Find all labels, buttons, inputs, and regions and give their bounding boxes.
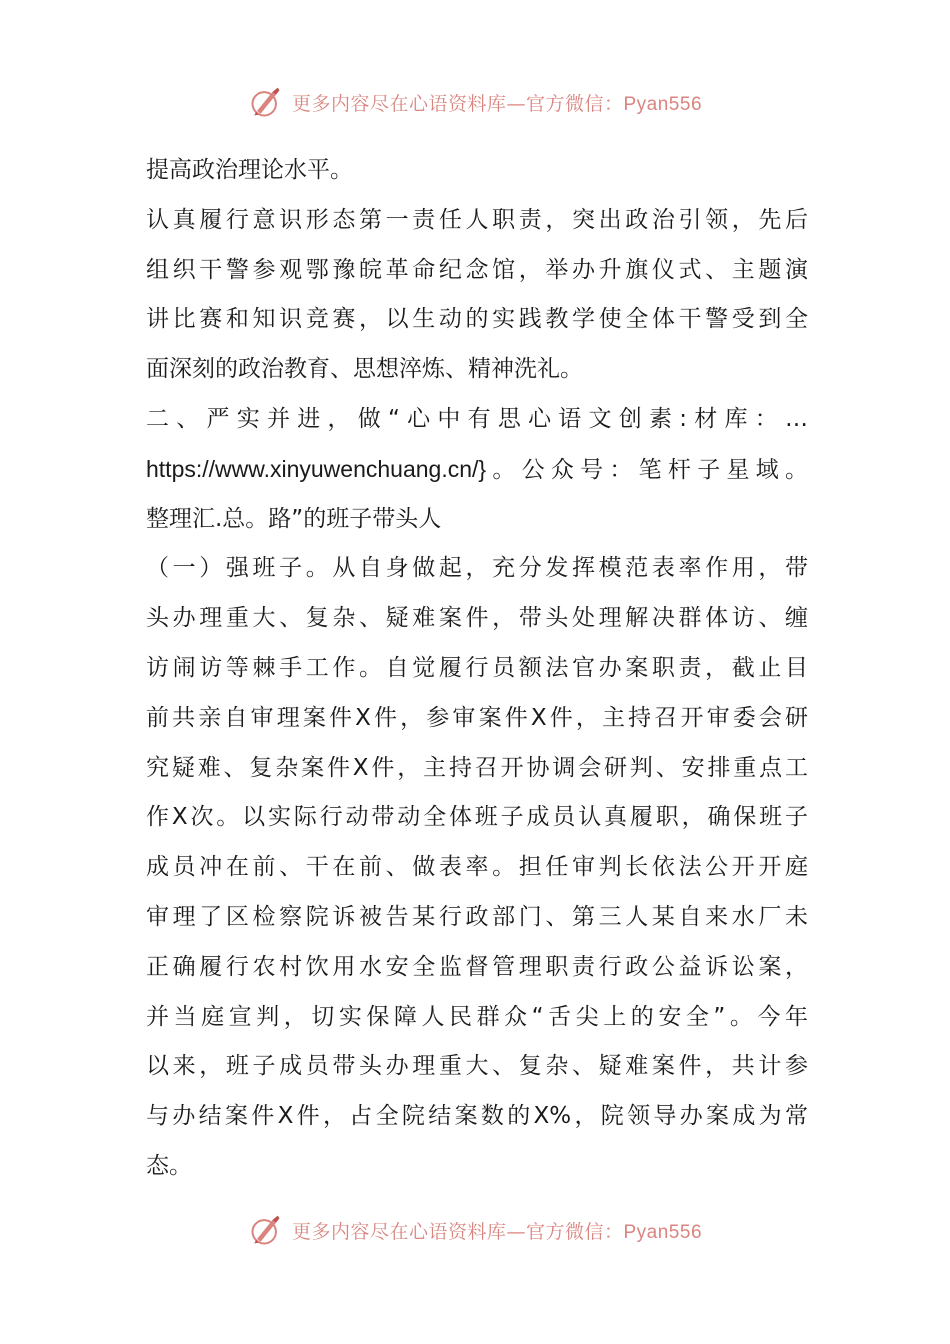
paragraph-line: 以来，班子成员带头办理重大、复杂、疑难案件，共计参 <box>146 1053 808 1080</box>
pen-nib-icon <box>248 84 284 120</box>
paragraph-line: 面深刻的政治教育、思想淬炼、精神洗礼。 <box>146 356 583 383</box>
paragraph-line: 与办结案件X件，占全院结案数的X%，院领导办案成为常 <box>146 1103 808 1130</box>
paragraph-line: 访闹访等棘手工作。自觉履行员额法官办案职责，截止目 <box>146 654 808 681</box>
paragraph-line: 前共亲自审理案件X件，参审案件X件，主持召开审委会研 <box>146 704 808 731</box>
paragraph-line: 成员冲在前、干在前、做表率。担任审判长依法公开开庭 <box>146 854 808 881</box>
banner-text <box>292 1217 702 1244</box>
paragraph-line: 头办理重大、复杂、疑难案件，带头处理解决群体访、缠 <box>146 605 808 632</box>
header-watermark-banner <box>0 80 950 124</box>
section-heading-line: 整理汇.总。路”的班子带头人 <box>146 505 442 532</box>
banner-label: 更多内容尽在心语资料库—官方微信： <box>291 92 624 115</box>
paragraph-line: 究疑难、复杂案件X件，主持召开协调会研判、安排重点工 <box>146 754 808 781</box>
paragraph-line: 审理了区检察院诉被告某行政部门、第三人某自来水厂未 <box>146 903 808 930</box>
paragraph-line: 作X次。以实际行动带动全体班子成员认真履职，确保班子 <box>146 804 808 831</box>
section-heading-line: 二、严实并进，做“心中有思心语文创素:材库：… <box>146 405 808 432</box>
wechat-id: Pyan556 <box>623 93 703 115</box>
banner-text <box>292 89 702 116</box>
footer-watermark-banner <box>0 1208 950 1252</box>
document-body <box>146 146 808 1192</box>
paragraph-line: （一）强班子。从自身做起，充分发挥模范表率作用，带 <box>146 555 808 582</box>
paragraph-line: 正确履行农村饮用水安全监督管理职责行政公益诉讼案， <box>146 953 808 980</box>
paragraph-line: 态。 <box>146 1152 192 1179</box>
wechat-id: Pyan556 <box>623 1221 703 1243</box>
banner-label: 更多内容尽在心语资料库—官方微信： <box>291 1220 624 1243</box>
paragraph-line: 认真履行意识形态第一责任人职责，突出政治引领，先后 <box>146 206 808 233</box>
paragraph-line: 并当庭宣判，切实保障人民群众“舌尖上的安全”。今年 <box>146 1003 808 1030</box>
paragraph-line: 提高政治理论水平。 <box>146 157 353 183</box>
url-line: https://www.xinyuwenchuang.cn/}。公众号：笔杆子星域。 <box>146 455 808 482</box>
paragraph-line: 讲比赛和知识竞赛，以生动的实践教学使全体干警受到全 <box>146 306 808 333</box>
pen-nib-icon <box>248 1212 284 1248</box>
paragraph-line: 组织干警参观鄂豫皖革命纪念馆，举办升旗仪式、主题演 <box>146 256 808 283</box>
